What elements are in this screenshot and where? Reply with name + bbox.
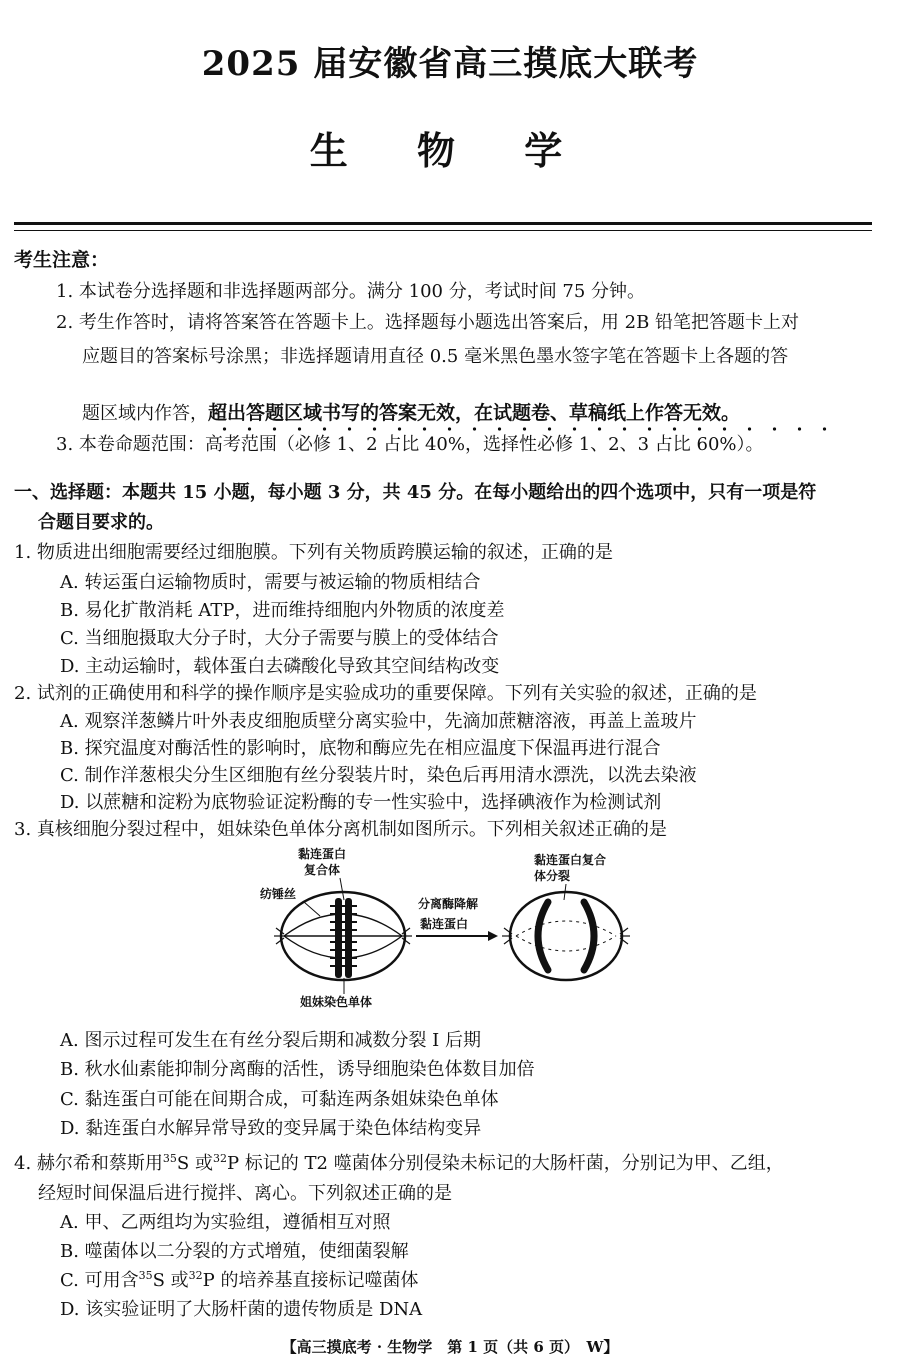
leader-cohesin xyxy=(340,878,344,900)
question-4-stem-cont: 经短时间保温后进行搅拌、离心。下列叙述正确的是 xyxy=(38,1183,452,1204)
question-2-option-a: A. 观察洋葱鳞片叶外表皮细胞质壁分离实验中，先滴加蔗糖溶液，再盖上盖玻片 xyxy=(60,711,697,732)
question-2-option-b: B. 探究温度对酶活性的影响时，底物和酶应先在相应温度下保温再进行混合 xyxy=(60,738,661,759)
q4-stem-part-c: P 标记的 T2 噬菌体分别侵染未标记的大肠杆菌，分别记为甲、乙组， xyxy=(226,1153,784,1174)
question-2-option-d: D. 以蔗糖和淀粉为底物验证淀粉酶的专一性实验中，选择碘液作为检测试剂 xyxy=(60,792,662,813)
question-3-option-b: B. 秋水仙素能抑制分离酶的活性，诱导细胞染色体数目加倍 xyxy=(60,1059,535,1080)
notice-item-2: 2. 考生作答时，请将答案答在答题卡上。选择题每小题选出答案后，用 2B 铅笔把答题卡上对 xyxy=(56,312,800,333)
left-spindle-top xyxy=(284,914,402,936)
right-cell xyxy=(502,892,630,980)
q4-optc-part-b: S 或 xyxy=(152,1270,189,1291)
question-4-option-c xyxy=(60,1266,418,1292)
label-sister-chromatids: 姐妹染色单体 xyxy=(300,995,373,1009)
chromatid-separation-figure xyxy=(248,836,648,1011)
question-3-option-a: A. 图示过程可发生在有丝分裂后期和减数分裂 Ⅰ 后期 xyxy=(60,1030,481,1051)
section-heading: 一、选择题：本题共 15 小题，每小题 3 分，共 45 分。在每小题给出的四个选项中，只有一项是符 xyxy=(14,482,817,503)
notice-item-2-end-plain: 题区域内作答， xyxy=(82,403,208,424)
notice-item-2-end xyxy=(82,404,740,423)
question-1-option-a: A. 转运蛋白运输物质时，需要与被运输的物质相结合 xyxy=(60,572,481,593)
leader-spindle xyxy=(304,902,320,916)
q4-optc-part-c: P 的培养基直接标记噬菌体 xyxy=(202,1270,419,1291)
question-3-stem: 3. 真核细胞分裂过程中，姐妹染色单体分离机制如图所示。下列相关叙述正确的是 xyxy=(14,819,667,840)
label-arrow-bottom: 黏连蛋白 xyxy=(420,917,469,931)
q4-stem-part-b: S 或 xyxy=(176,1153,213,1174)
question-2-stem: 2. 试剂的正确使用和科学的操作顺序是实验成功的重要保障。下列有关实验的叙述，正确的是 xyxy=(14,683,757,704)
label-arrow-top: 分离酶降解 xyxy=(418,897,479,911)
header-rule-thick xyxy=(14,222,872,225)
notice-item-2-cont: 应题目的答案标号涂黑；非选择题请用直径 0.5 毫米黑色墨水签字笔在答题卡上各题的答 xyxy=(82,346,789,367)
arrow-head-icon xyxy=(488,931,498,941)
section-heading-cont: 合题目要求的。 xyxy=(38,512,164,533)
separated-chromatid-right xyxy=(584,902,594,970)
label-cohesin-complex-2: 复合体 xyxy=(304,863,341,877)
q4-stem-part-a: 4. 赫尔希和蔡斯用 xyxy=(14,1153,163,1174)
question-1-option-d: D. 主动运输时，载体蛋白去磷酸化导致其空间结构改变 xyxy=(60,656,500,677)
separated-chromatid-left xyxy=(538,902,548,970)
question-1-stem: 1. 物质进出细胞需要经过细胞膜。下列有关物质跨膜运输的叙述，正确的是 xyxy=(14,542,613,563)
q4-sup-32: 32 xyxy=(212,1152,227,1165)
label-complex-split: 黏连蛋白复合 xyxy=(534,853,607,867)
page-footer: 【高三摸底考 · 生物学 第 1 页（共 6 页） W】 xyxy=(281,1338,619,1356)
right-spindle-bottom xyxy=(516,936,616,951)
notice-heading: 考生注意： xyxy=(14,249,110,271)
question-2-option-c: C. 制作洋葱根尖分生区细胞有丝分裂装片时，染色后再用清水漂洗，以洗去染液 xyxy=(60,765,697,786)
question-4-stem xyxy=(14,1149,784,1175)
q4-optc-sup-32: 32 xyxy=(188,1269,203,1282)
right-spindle-top xyxy=(516,921,616,936)
question-1-option-b: B. 易化扩散消耗 ATP，进而维持细胞内外物质的浓度差 xyxy=(60,600,505,621)
exam-title: 2025 届安徽省高三摸底大联考 xyxy=(201,44,699,84)
question-1-option-c: C. 当细胞摄取大分子时，大分子需要与膜上的受体结合 xyxy=(60,628,499,649)
label-spindle: 纺锤丝 xyxy=(260,887,297,901)
subject-title: 生 物 学 xyxy=(309,128,591,173)
q4-optc-sup-35: 35 xyxy=(138,1269,153,1282)
question-3-option-d: D. 黏连蛋白水解异常导致的变异属于染色体结构变异 xyxy=(60,1118,482,1139)
emphasis-dots xyxy=(212,426,842,432)
question-3-option-c: C. 黏连蛋白可能在间期合成，可黏连两条姐妹染色单体 xyxy=(60,1089,499,1110)
question-4-option-d: D. 该实验证明了大肠杆菌的遗传物质是 DNA xyxy=(60,1299,423,1320)
notice-item-1: 1. 本试卷分选择题和非选择题两部分。满分 100 分，考试时间 75 分钟。 xyxy=(56,281,646,302)
right-asters xyxy=(502,928,630,944)
left-cell xyxy=(274,892,412,980)
question-4-option-a: A. 甲、乙两组均为实验组，遵循相互对照 xyxy=(60,1212,391,1233)
label-cohesin-complex: 黏连蛋白 xyxy=(298,847,347,861)
left-spindle-bottom xyxy=(284,936,402,958)
q4-optc-part-a: C. 可用含 xyxy=(60,1270,139,1291)
label-complex-split-2: 体分裂 xyxy=(534,869,571,883)
header-rule-thin xyxy=(14,230,872,231)
q4-sup-35: 35 xyxy=(162,1152,177,1165)
question-4-option-b: B. 噬菌体以二分裂的方式增殖，使细菌裂解 xyxy=(60,1241,409,1262)
right-cell-outline xyxy=(510,892,622,980)
notice-item-3: 3. 本卷命题范围：高考范围（必修 1、2 占比 40%，选择性必修 1、2、3 占比 60%）。 xyxy=(56,434,764,455)
notice-emphasis: 超出答题区域书写的答案无效，在试题卷、草稿纸上作答无效。 xyxy=(208,402,741,424)
